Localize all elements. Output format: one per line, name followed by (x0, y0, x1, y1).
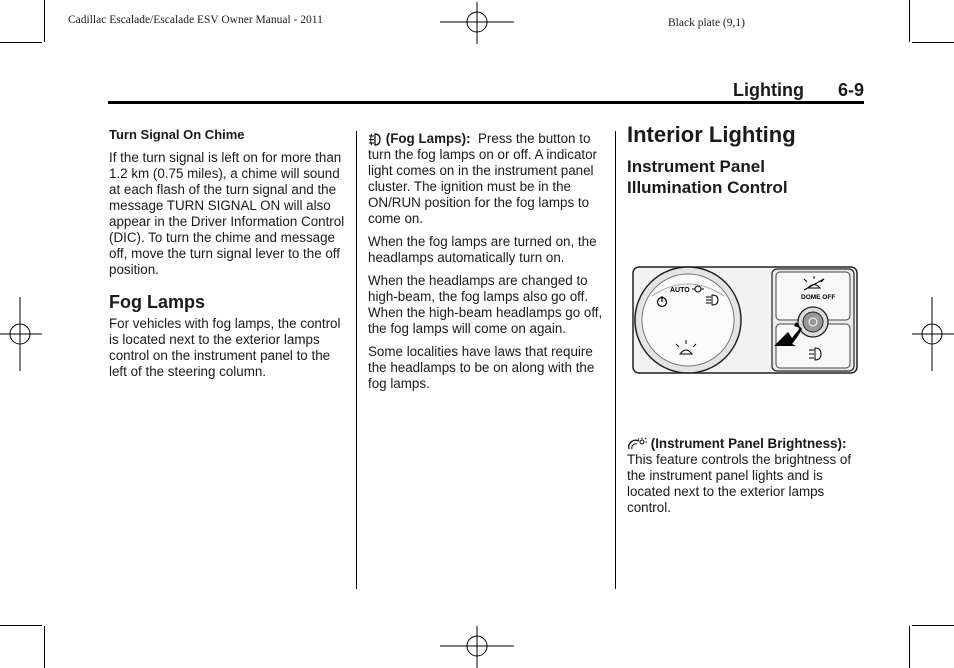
page-number: 6-9 (838, 80, 865, 100)
crop-mark (912, 625, 954, 626)
running-header-section: Lighting (733, 80, 804, 100)
slug-title: Cadillac Escalade/Escalade ESV Owner Manual - 2011 (68, 14, 323, 26)
registration-mark-icon (0, 297, 42, 371)
column-divider (356, 131, 357, 589)
interior-lighting-heading: Interior Lighting (627, 122, 796, 147)
ip-brightness-term: (Instrument Panel Brightness): (650, 436, 847, 451)
slug-plate: Black plate (9,1) (668, 17, 745, 29)
turn-signal-subhead: Turn Signal On Chime (109, 127, 245, 142)
registration-mark-icon (912, 297, 954, 371)
column-divider (615, 131, 616, 589)
registration-mark-icon (440, 626, 514, 668)
ip-brightness-paragraph (627, 436, 863, 516)
fog-lamp-icon (368, 132, 382, 147)
crop-mark (912, 42, 954, 43)
crop-mark (44, 626, 45, 668)
ip-illumination-subheading: Instrument Panel Illumination Control (627, 157, 788, 197)
fog-lamps-text: Press the button to turn the fog lamps on or off. A indicator light comes on in the instrument panel cluster. The ignition must be in the ON/RUN position for the fog lamps to come on. (368, 131, 598, 226)
crop-mark (44, 0, 45, 42)
registration-mark-icon (440, 2, 514, 44)
ip-brightness-text: This feature controls the brightness of the instrument panel lights and is located next to the exterior lamps control. (627, 452, 852, 515)
crop-mark (909, 0, 910, 42)
header-rule (108, 101, 864, 104)
ip-brightness-block (627, 436, 863, 523)
fog-lamps-term: (Fog Lamps): (385, 131, 471, 146)
crop-mark (0, 625, 42, 626)
auto-label: AUTO (670, 287, 690, 294)
crop-mark (0, 42, 42, 43)
brightness-icon (627, 437, 647, 451)
column-2 (368, 131, 606, 399)
fog-lamps-paragraph: For vehicles with fog lamps, the control is located next to the exterior lamps control on the instrument panel to the left of the steering column. (109, 316, 341, 379)
turn-signal-paragraph: If the turn signal is left on for more than 1.2 km (0.75 miles), a chime will sound at each flash of the turn signal and the message TURN SIGNAL ON will also appear in the Driver Information Control (DIC). To turn the chime and message off, move the turn signal lever to the off position. (109, 150, 345, 277)
localities-paragraph: Some localities have laws that require the headlamps to be on along with the fog lamps. (368, 344, 595, 391)
fog-lamps-description (368, 131, 606, 227)
high-beam-paragraph: When the headlamps are changed to high-beam, the fog lamps also go off. When the high-beam headlamps go off, the fog lamps will come on again. (368, 273, 603, 336)
column-3 (627, 122, 863, 198)
fog-lamps-heading: Fog Lamps (109, 292, 206, 312)
fog-headlamps-paragraph: When the fog lamps are turned on, the headlamps automatically turn on. (368, 234, 597, 265)
crop-mark (909, 626, 910, 668)
headlamp-control-figure (632, 266, 858, 374)
column-1 (109, 127, 347, 387)
dome-off-label: DOME OFF (801, 294, 836, 301)
